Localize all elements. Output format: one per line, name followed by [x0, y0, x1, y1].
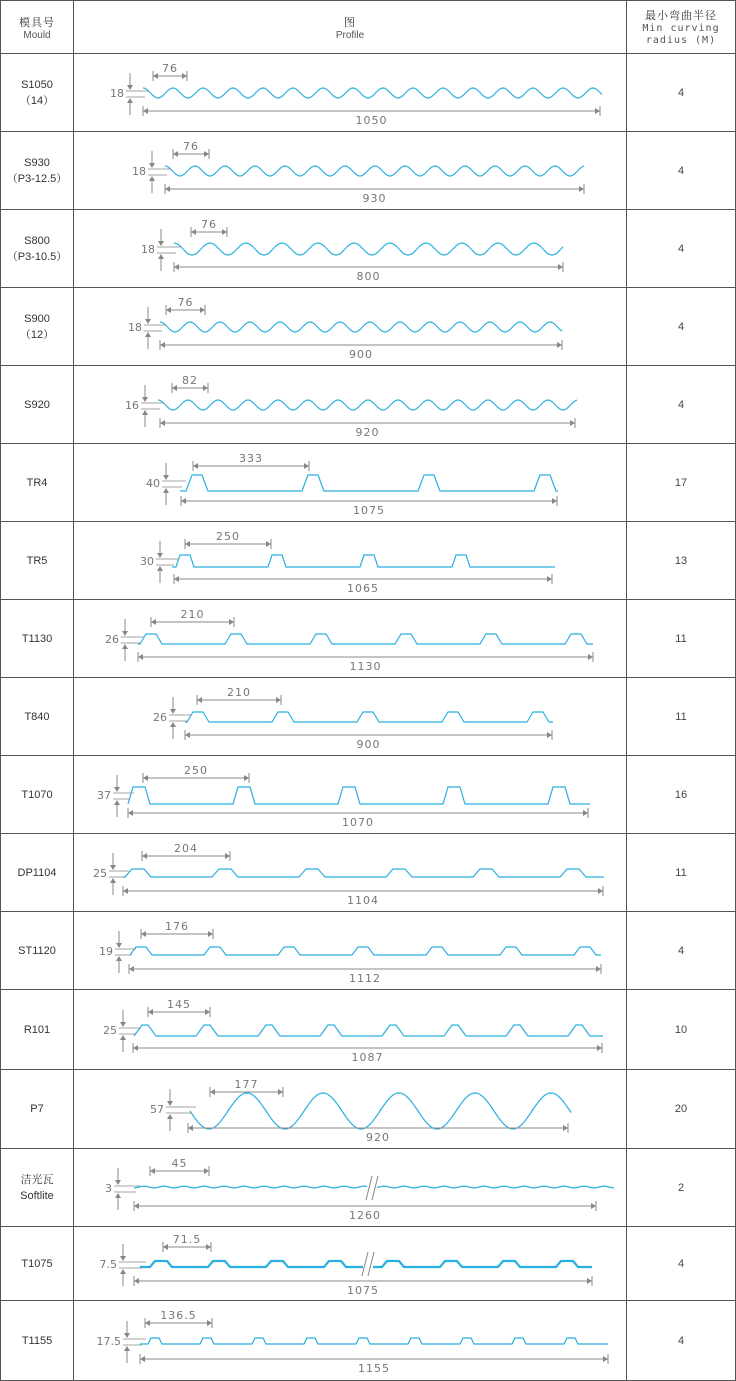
profile-line [123, 869, 604, 877]
height-arrow-head [110, 878, 116, 883]
min-radius-value: 2 [677, 1181, 685, 1194]
dim-arrow-right [603, 1356, 608, 1362]
height-label: 26 [153, 711, 167, 724]
min-radius-value: 16 [674, 788, 688, 801]
dim-arrow-right [244, 775, 249, 781]
min-radius-cell [627, 912, 735, 989]
profile-drawing [74, 912, 626, 989]
width-label: 1155 [358, 1362, 390, 1375]
pitch-label: 204 [174, 842, 198, 855]
height-label: 16 [125, 399, 139, 412]
mould-cell [1, 210, 73, 287]
dim-arrow-right [570, 420, 575, 426]
dim-arrow-left [185, 541, 190, 547]
width-label: 930 [362, 192, 387, 205]
height-arrow-head [115, 1180, 121, 1185]
height-label: 40 [146, 477, 160, 490]
profile-drawing [74, 600, 626, 677]
profile-line [143, 88, 602, 98]
profile-line [140, 1338, 608, 1344]
width-label: 800 [356, 270, 381, 283]
height-arrow-head [157, 553, 163, 558]
min-radius-cell [627, 288, 735, 365]
height-arrow-head [163, 475, 169, 480]
pitch-label: 333 [239, 452, 263, 465]
profile-drawing [74, 522, 626, 599]
dim-arrow-right [266, 541, 271, 547]
dim-arrow-right [182, 73, 187, 79]
profile-drawing [74, 990, 626, 1069]
dim-arrow-left [160, 420, 165, 426]
dim-arrow-left [143, 108, 148, 114]
header-profile-zh: 图 [344, 16, 356, 29]
pitch-label: 82 [182, 374, 198, 387]
profile-line [165, 166, 584, 176]
dim-arrow-right [591, 1203, 596, 1209]
min-radius-value: 4 [677, 398, 685, 411]
min-radius-cell [627, 1227, 735, 1300]
dim-arrow-right [563, 1125, 568, 1131]
dim-arrow-left [181, 498, 186, 504]
profile-line [185, 712, 553, 722]
mould-cell [1, 1149, 73, 1226]
width-label: 1112 [349, 972, 381, 985]
mould-code: T1075 [21, 1257, 53, 1270]
height-label: 26 [105, 633, 119, 646]
mould-code: S1050 [21, 78, 53, 91]
height-arrow-head [142, 410, 148, 415]
dim-arrow-left [163, 1244, 168, 1250]
mould-cell [1, 444, 73, 521]
min-radius-cell [627, 210, 735, 287]
min-radius-value: 11 [675, 710, 687, 723]
pitch-label: 176 [165, 920, 189, 933]
dim-arrow-right [208, 931, 213, 937]
mould-cell [1, 600, 73, 677]
mould-cell [1, 756, 73, 833]
mould-cell [1, 834, 73, 911]
min-radius-cell [627, 678, 735, 755]
min-radius-value: 20 [674, 1103, 688, 1115]
min-radius-cell [627, 756, 735, 833]
height-label: 37 [97, 789, 111, 802]
dim-arrow-left [138, 654, 143, 660]
height-arrow-head [120, 1035, 126, 1040]
height-label: 3 [105, 1182, 112, 1195]
mould-code-sub: （12） [19, 328, 55, 341]
height-arrow-head [145, 332, 151, 337]
height-arrow-head [120, 1256, 126, 1261]
profile-drawing [74, 444, 626, 521]
mould-cell [1, 1227, 73, 1300]
dim-arrow-left [150, 1168, 155, 1174]
dim-arrow-left [185, 732, 190, 738]
min-radius-cell [627, 1301, 735, 1380]
height-arrow-head [167, 1114, 173, 1119]
height-arrow-head [158, 241, 164, 246]
pitch-label: 76 [201, 218, 217, 231]
dim-arrow-right [597, 1045, 602, 1051]
width-label: 920 [355, 426, 380, 439]
profile-line [128, 787, 590, 804]
height-arrow-head [120, 1022, 126, 1027]
height-arrow-head [127, 85, 133, 90]
mould-code: TR5 [26, 554, 48, 567]
width-label: 1050 [355, 114, 388, 127]
header-mould [1, 1, 73, 53]
profile-line [130, 947, 601, 955]
width-label: 1260 [349, 1209, 381, 1222]
min-radius-cell [627, 1070, 735, 1148]
dim-arrow-left [174, 576, 179, 582]
height-arrow-head [116, 943, 122, 948]
width-label: 900 [356, 738, 381, 751]
height-arrow-head [163, 488, 169, 493]
pitch-label: 145 [167, 998, 191, 1011]
width-label: 900 [349, 348, 373, 361]
dim-arrow-left [172, 385, 177, 391]
min-radius-value: 4 [677, 320, 685, 333]
dim-arrow-left [153, 73, 158, 79]
dim-arrow-right [595, 108, 600, 114]
height-label: 7.5 [99, 1258, 117, 1271]
height-arrow-head [170, 722, 176, 727]
dim-arrow-left [197, 697, 202, 703]
profile-drawing [74, 210, 626, 287]
height-arrow-head [120, 1269, 126, 1274]
mould-cell [1, 288, 73, 365]
height-arrow-head [158, 254, 164, 259]
dim-arrow-left [128, 810, 133, 816]
header-mould-en: Mould [23, 29, 51, 41]
profile-line [172, 555, 555, 567]
profile-drawing [74, 132, 626, 209]
width-label: 1104 [347, 894, 379, 907]
height-arrow-head [149, 176, 155, 181]
profile-drawing [74, 756, 626, 833]
profile-drawing [74, 1149, 626, 1226]
profile-drawing [74, 1301, 626, 1380]
mould-cell [1, 54, 73, 131]
dim-arrow-left [173, 151, 178, 157]
dim-arrow-right [222, 229, 227, 235]
height-arrow-head [124, 1346, 130, 1351]
dim-arrow-right [229, 619, 234, 625]
dim-arrow-left [123, 888, 128, 894]
profile-drawing [74, 834, 626, 911]
pitch-label: 250 [216, 530, 240, 543]
dim-arrow-left [129, 966, 134, 972]
height-arrow-head [127, 98, 133, 103]
min-radius-value: 11 [675, 632, 687, 645]
dim-arrow-left [141, 931, 146, 937]
header-radius-en1: Min curving [642, 23, 720, 34]
dim-arrow-right [278, 1089, 283, 1095]
width-label: 920 [366, 1131, 390, 1144]
mould-code: R101 [23, 1023, 51, 1036]
header-mould-zh: 模具号 [19, 16, 55, 29]
min-radius-cell [627, 834, 735, 911]
height-arrow-head [142, 397, 148, 402]
min-radius-value: 11 [675, 866, 687, 879]
dim-arrow-right [207, 1320, 212, 1326]
profile-line [138, 634, 593, 644]
profile-drawing [74, 678, 626, 755]
min-radius-value: 4 [677, 164, 685, 177]
height-arrow-head [149, 163, 155, 168]
mould-code: T1130 [21, 632, 53, 645]
mould-code: 洁光瓦 [20, 1173, 54, 1186]
dim-arrow-right [547, 576, 552, 582]
profile-line [160, 322, 562, 332]
mould-code: ST1120 [18, 944, 56, 957]
height-arrow-head [116, 956, 122, 961]
dim-arrow-left [210, 1089, 215, 1095]
min-radius-cell [627, 132, 735, 209]
profile-line [174, 243, 563, 255]
dim-arrow-left [191, 229, 196, 235]
pitch-label: 45 [171, 1157, 188, 1170]
dim-arrow-right [587, 1278, 592, 1284]
dim-arrow-left [133, 1045, 138, 1051]
profile-drawing [74, 1227, 626, 1300]
min-radius-cell [627, 444, 735, 521]
min-radius-cell [627, 990, 735, 1069]
mould-code: S800 [24, 234, 50, 247]
height-label: 57 [150, 1103, 164, 1116]
dim-arrow-left [148, 1009, 153, 1015]
header-radius-zh: 最小弯曲半径 [645, 10, 717, 22]
dim-arrow-right [205, 1009, 210, 1015]
dim-arrow-left [193, 463, 198, 469]
dim-arrow-left [174, 264, 179, 270]
mould-code-sub: （P3-12.5） [6, 172, 68, 185]
dim-arrow-right [203, 385, 208, 391]
mould-cell [1, 990, 73, 1069]
height-arrow-head [110, 865, 116, 870]
height-label: 18 [132, 165, 146, 178]
height-label: 18 [141, 243, 155, 256]
min-radius-cell [627, 522, 735, 599]
mould-cell [1, 1301, 73, 1380]
width-label: 1075 [353, 504, 385, 517]
height-arrow-head [170, 709, 176, 714]
header-profile-en: Profile [335, 29, 365, 41]
pitch-label: 177 [234, 1078, 259, 1091]
dim-arrow-left [145, 1320, 150, 1326]
pitch-label: 76 [162, 62, 178, 75]
height-arrow-head [145, 319, 151, 324]
mould-code: DP1104 [17, 866, 57, 879]
dim-arrow-right [552, 498, 557, 504]
mould-code-sub: （14） [19, 94, 55, 107]
header-profile [74, 1, 626, 53]
dim-arrow-left [142, 853, 147, 859]
min-radius-value: 4 [677, 86, 685, 99]
dim-arrow-right [304, 463, 309, 469]
height-label: 30 [140, 555, 154, 568]
min-radius-value: 4 [677, 1334, 685, 1347]
mould-cell [1, 912, 73, 989]
dim-arrow-left [143, 775, 148, 781]
dim-arrow-right [596, 966, 601, 972]
mould-code: P7 [30, 1103, 44, 1115]
profile-drawing [74, 54, 626, 131]
profile-drawing [74, 288, 626, 365]
dim-arrow-left [134, 1203, 139, 1209]
pitch-label: 210 [180, 608, 205, 621]
dim-arrow-right [547, 732, 552, 738]
height-arrow-head [157, 566, 163, 571]
height-arrow-head [124, 1333, 130, 1338]
height-label: 17.5 [96, 1335, 121, 1348]
height-label: 18 [128, 321, 142, 334]
dim-arrow-right [206, 1244, 211, 1250]
mould-code: T1070 [21, 788, 53, 801]
min-radius-value: 4 [677, 944, 685, 957]
height-arrow-head [167, 1101, 173, 1106]
profile-line [134, 1025, 603, 1036]
min-radius-value: 17 [674, 476, 688, 489]
height-arrow-head [122, 631, 128, 636]
pitch-label: 136.5 [160, 1309, 197, 1322]
dim-arrow-right [558, 264, 563, 270]
mould-code: S930 [24, 156, 50, 169]
dim-arrow-left [134, 1278, 139, 1284]
dim-arrow-right [588, 654, 593, 660]
dim-arrow-left [188, 1125, 193, 1131]
height-arrow-head [114, 787, 120, 792]
header-radius [627, 1, 735, 53]
mould-cell [1, 522, 73, 599]
dim-arrow-right [579, 186, 584, 192]
width-label: 1087 [351, 1051, 384, 1064]
pitch-label: 71.5 [172, 1233, 202, 1246]
dim-arrow-right [557, 342, 562, 348]
width-label: 1065 [347, 582, 379, 595]
profile-line [190, 1093, 571, 1129]
mould-code: T1155 [21, 1334, 53, 1347]
mould-code-sub: （P3-10.5） [6, 250, 68, 263]
min-radius-value: 10 [674, 1023, 688, 1036]
pitch-label: 210 [227, 686, 251, 699]
profile-line [158, 400, 577, 410]
height-arrow-head [114, 800, 120, 805]
dim-arrow-right [204, 1168, 209, 1174]
mould-cell [1, 1070, 73, 1148]
width-label: 1075 [347, 1284, 379, 1297]
pitch-label: 76 [183, 140, 199, 153]
dim-arrow-left [140, 1356, 145, 1362]
dim-arrow-left [151, 619, 156, 625]
dim-arrow-left [160, 342, 165, 348]
dim-arrow-right [204, 151, 209, 157]
mould-code: T840 [24, 710, 50, 723]
mould-code: S900 [24, 312, 50, 325]
min-radius-cell [627, 366, 735, 443]
height-arrow-head [115, 1193, 121, 1198]
profile-line [180, 475, 558, 491]
header-radius-en2: radius (M) [645, 35, 717, 46]
width-label: 1070 [342, 816, 374, 829]
min-radius-cell [627, 1149, 735, 1226]
pitch-label: 250 [184, 764, 208, 777]
dim-arrow-left [166, 307, 171, 313]
mould-cell [1, 678, 73, 755]
min-radius-cell [627, 54, 735, 131]
dim-arrow-right [225, 853, 230, 859]
mould-cell [1, 366, 73, 443]
dim-arrow-right [583, 810, 588, 816]
mould-code: S920 [24, 398, 50, 411]
profile-drawing [74, 1070, 626, 1148]
pitch-label: 76 [177, 296, 194, 309]
min-radius-value: 4 [677, 1257, 685, 1270]
min-radius-value: 4 [677, 242, 685, 255]
height-label: 18 [110, 87, 124, 100]
dim-arrow-left [165, 186, 170, 192]
dim-arrow-right [200, 307, 205, 313]
mould-code-sub: Softlite [20, 1189, 54, 1202]
dim-arrow-right [276, 697, 281, 703]
min-radius-value: 13 [674, 554, 688, 567]
mould-code: TR4 [26, 476, 48, 489]
profile-drawing [74, 366, 626, 443]
dim-arrow-right [598, 888, 603, 894]
mould-cell [1, 132, 73, 209]
height-label: 19 [99, 945, 113, 958]
height-label: 25 [103, 1024, 117, 1037]
height-label: 25 [93, 867, 107, 880]
min-radius-cell [627, 600, 735, 677]
height-arrow-head [122, 644, 128, 649]
width-label: 1130 [349, 660, 382, 673]
